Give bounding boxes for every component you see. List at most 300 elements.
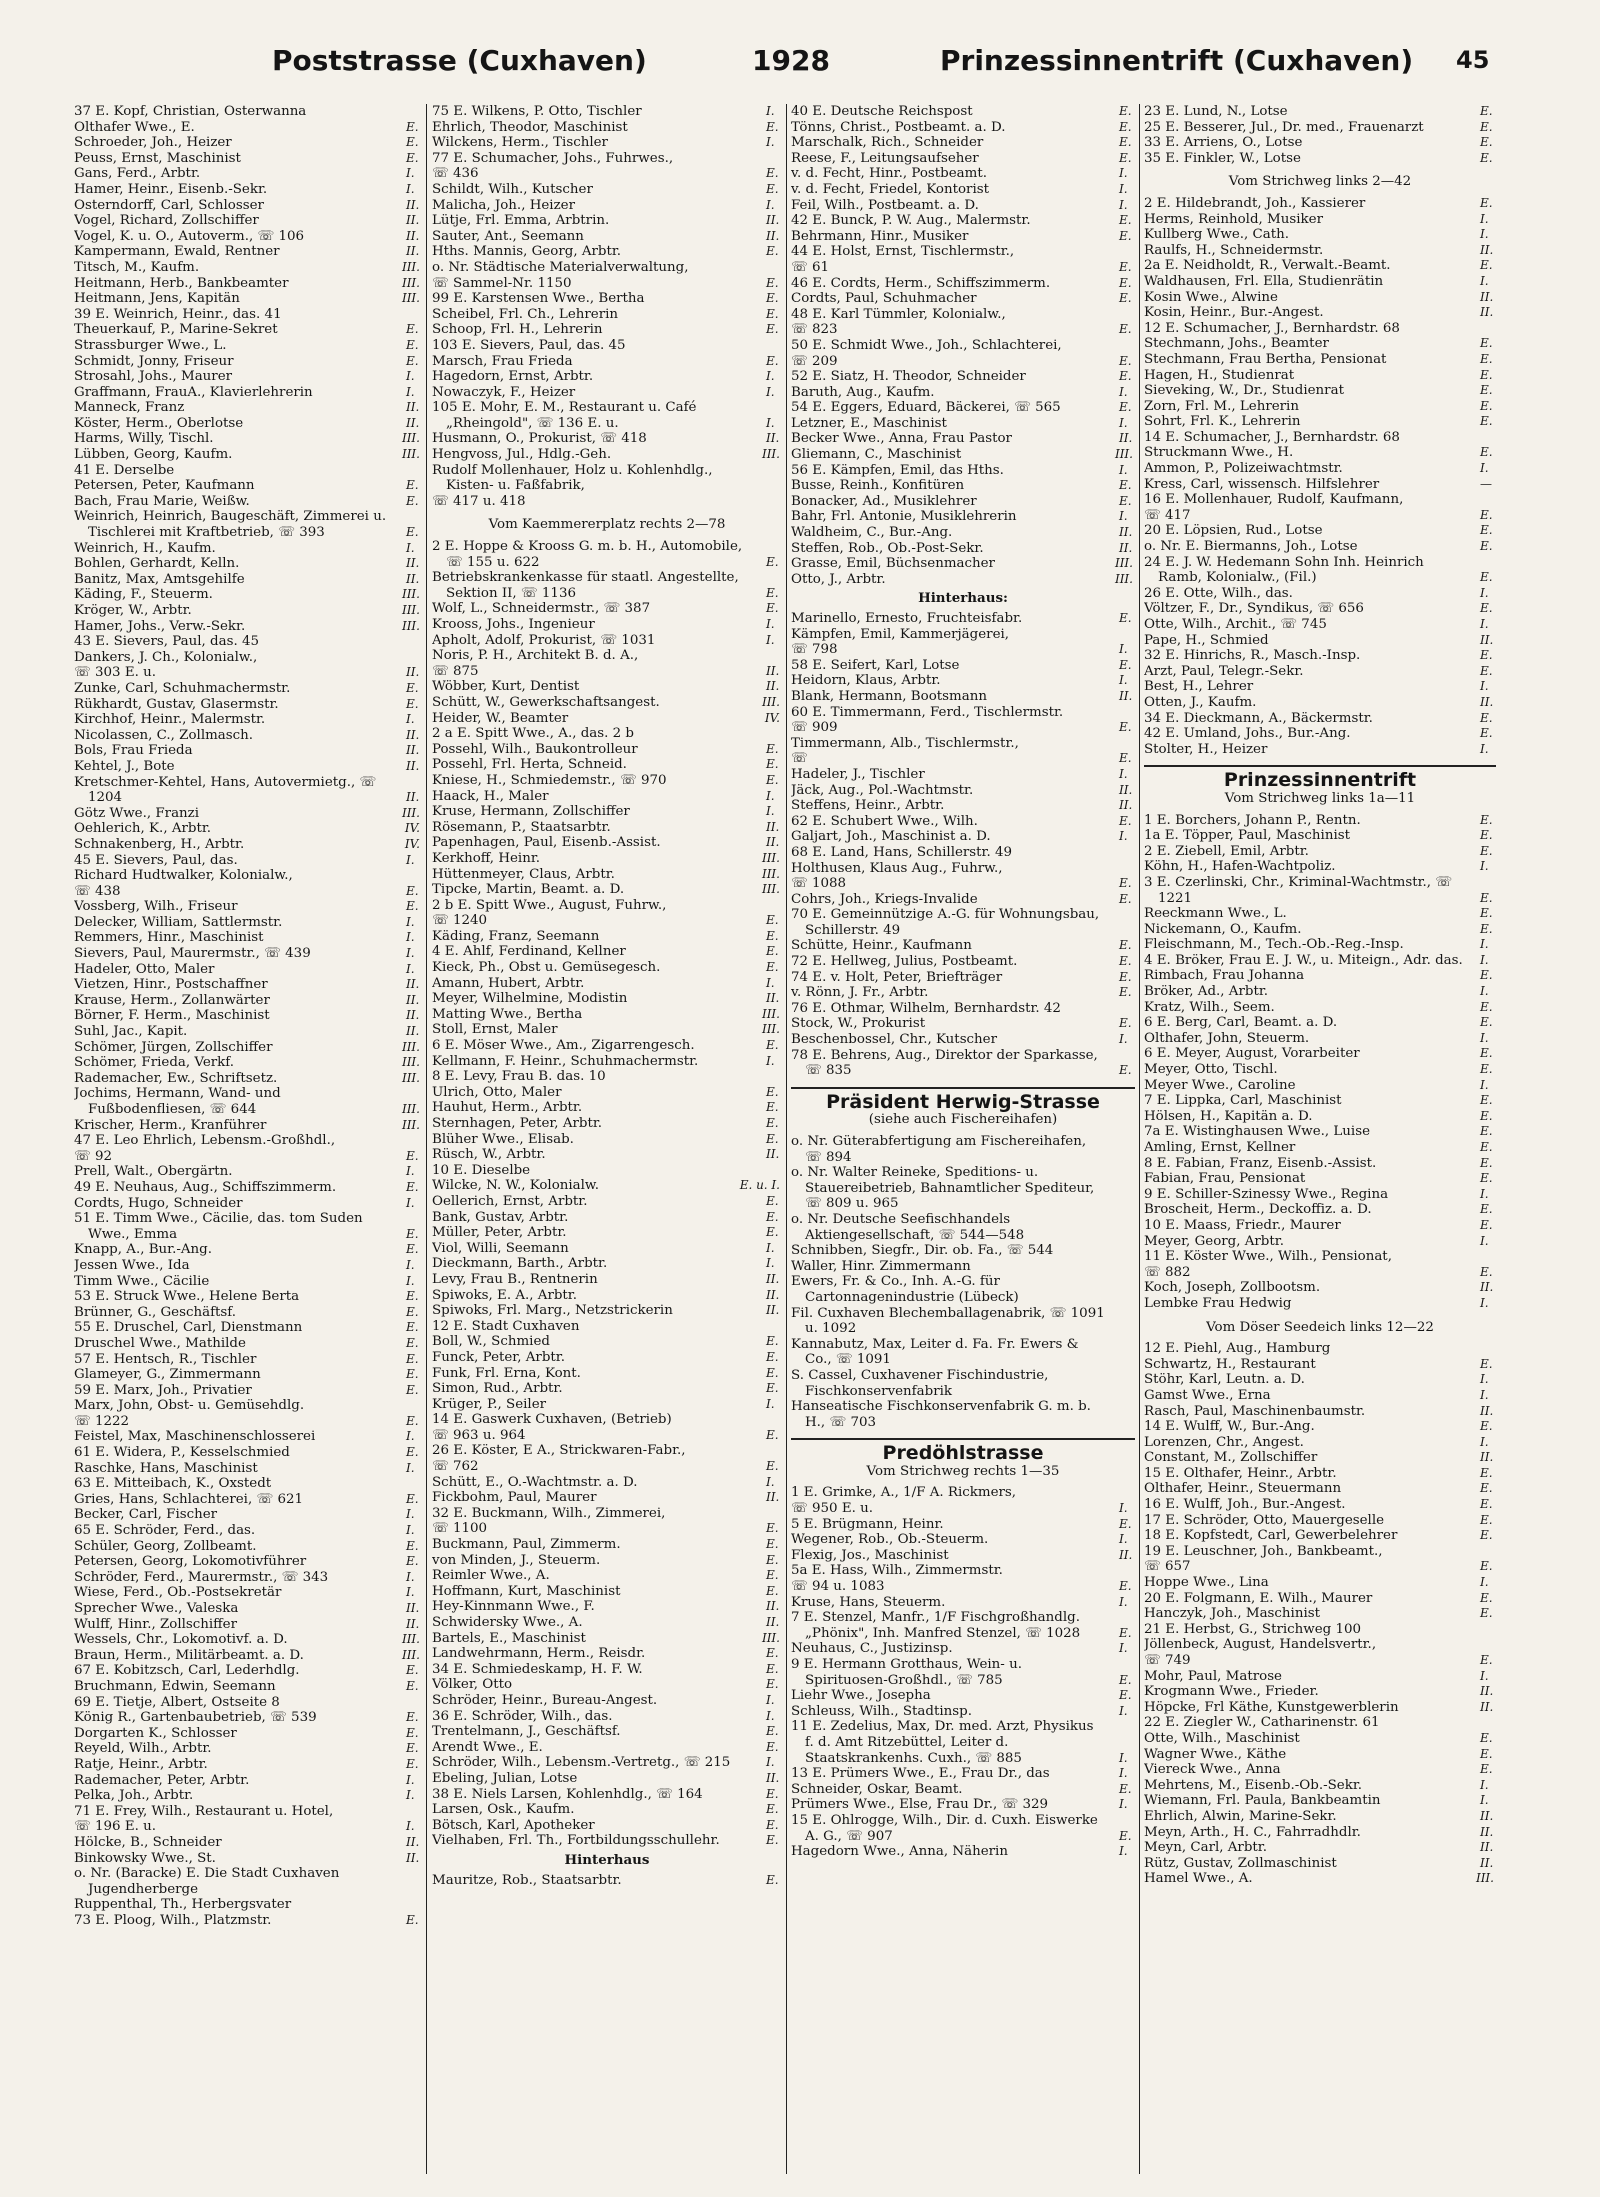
directory-entry: Larsen, Osk., Kaufm. E. — [432, 1802, 779, 1818]
directory-entry: Kellmann, F. Heinr., Schuhmachermstr. I. — [432, 1053, 775, 1069]
entry-text: Braun, Herm., Militärbeamt. a. D. — [74, 1647, 304, 1663]
directory-entry: Haack, H., Maler I. — [432, 788, 775, 804]
directory-entry: Lütje, Frl. Emma, Arbtrin. II. — [432, 213, 780, 229]
directory-entry — [74, 821, 422, 837]
entry-text: Grasse, Emil, Büchsenmacher — [791, 556, 995, 572]
entry-text: ☏ 436 — [432, 166, 479, 182]
entry-text: Titsch, M., Kaufm. — [74, 259, 200, 275]
directory-entry — [74, 1055, 422, 1071]
entry-text: Hengvoss, Jul., Hdlg.-Geh. — [432, 447, 612, 463]
entry-text: Völker, Otto — [432, 1677, 513, 1693]
entry-text: 7 E. Lippka, Carl, Maschinist — [1144, 1093, 1342, 1109]
entry-text: 76 E. Othmar, Wilhelm, Bernhardstr. 42 — [791, 1000, 1061, 1016]
directory-entry: Timm Wwe., Cäcilie I. — [74, 1273, 415, 1289]
entry-text: 14 E. Gaswerk Cuxhaven, (Betrieb) — [432, 1412, 672, 1428]
directory-entry: Kress, Carl, wissensch. Hilfslehrer — — [1144, 476, 1492, 492]
directory-entry: Reeckmann Wwe., L. E. — [1144, 906, 1493, 922]
floor-marker: III. — [401, 603, 420, 617]
entry-text: 35 E. Finkler, W., Lotse — [1144, 150, 1301, 166]
entry-text: Stock, W., Prokurist — [791, 1016, 926, 1032]
entry-text: Pape, H., Schmied — [1144, 632, 1269, 648]
directory-entry: Höpcke, Frl Käthe, Kunstgewerblerin II. — [1144, 1699, 1494, 1715]
entry-text: 19 E. Leuschner, Joh., Bankbeamt., — [1144, 1543, 1383, 1559]
entry-text: Hamer, Johs., Verw.-Sekr. — [74, 618, 246, 634]
entry-text: 69 E. Tietje, Albert, Ostseite 8 — [74, 1694, 280, 1710]
directory-entry: Lorenzen, Chr., Angest. I. — [1144, 1434, 1489, 1450]
entry-text: Gans, Ferd., Arbtr. — [74, 166, 201, 182]
directory-entry: Possehl, Wilh., Baukontrolleur E. — [432, 741, 779, 757]
entry-text: Wolf, L., Schneidermstr., ☏ 387 — [432, 601, 651, 617]
directory-entry: Schröder, Heinr., Bureau-Angest. I. — [432, 1692, 775, 1708]
entry-text: Schnakenberg, H., Arbtr. — [74, 836, 245, 852]
entry-text: 10 E. Maass, Friedr., Maurer — [1144, 1217, 1341, 1233]
directory-entry: Kretschmer-Kehtel, Hans, Autovermietg., ☏ 1204 II. — [74, 774, 420, 806]
directory-entry: Bruchmann, Edwin, Seemann E. — [74, 1678, 419, 1694]
directory-entry: ☏ 1100 E. — [432, 1521, 779, 1537]
entry-text: Steffens, Heinr., Arbtr. — [791, 798, 945, 814]
entry-text: 1a E. Töpper, Paul, Maschinist — [1144, 828, 1350, 844]
entry-text: Hagen, H., Studienrat — [1144, 367, 1295, 383]
entry-text: 2 E. Hoppe & Krooss G. m. b. H., Automobile, ☏ 155 u. 622 — [432, 539, 743, 570]
entry-text: Krogmann Wwe., Frieder. — [1144, 1684, 1319, 1700]
header-right-street: Prinzessinnentrift (Cuxhaven) — [940, 44, 1414, 77]
entry-text: Reeckmann Wwe., L. — [1144, 906, 1287, 922]
entry-text: Lembke Frau Hedwig — [1144, 1295, 1292, 1311]
header-left-street: Poststrasse (Cuxhaven) — [272, 44, 647, 77]
directory-entry: Otte, Wilh., Maschinist E. — [1144, 1730, 1493, 1746]
entry-text: Marsch, Frau Frieda — [432, 353, 573, 369]
directory-entry — [1144, 1715, 1496, 1731]
directory-entry: 59 E. Marx, Joh., Privatier E. — [74, 1382, 419, 1398]
floor-marker: III. — [401, 1647, 420, 1662]
street-range-subheading: Vom Strichweg links 2—42 — [1228, 174, 1412, 190]
directory-entry: Vossberg, Wilh., Friseur E. — [74, 899, 419, 915]
entry-text: Funck, Peter, Arbtr. — [432, 1349, 565, 1365]
entry-text: 37 E. Kopf, Christian, Osterwanna — [74, 104, 307, 119]
directory-entry — [791, 907, 1135, 938]
entry-text: 68 E. Land, Hans, Schillerstr. 49 — [791, 844, 1013, 860]
entry-text: Schröder, Wilh., Lebensm.-Vertretg., ☏ 215 — [432, 1755, 731, 1771]
directory-entry — [432, 338, 782, 354]
entry-text: ☏ — [791, 751, 808, 767]
directory-entry: 24 E. J. W. Hedemann Sohn Inh. Heinrich Ramb, Kolonialw., (Fil.) E. — [1144, 554, 1493, 586]
entry-text: Krischer, Herm., Kranführer — [74, 1117, 267, 1133]
directory-entry: Schleuss, Wilh., Stadtinsp. I. — [791, 1703, 1128, 1719]
entry-text: Ehrlich, Theodor, Maschinist — [432, 119, 628, 135]
directory-entry: Marinello, Ernesto, Fruchteisfabr. E. — [791, 611, 1132, 626]
directory-entry: Meyer, Otto, Tischl. E. — [1144, 1062, 1493, 1078]
entry-text: 57 E. Hentsch, R., Tischler — [74, 1351, 257, 1367]
entry-text: Becker, Carl, Fischer — [74, 1507, 218, 1523]
directory-entry: 20 E. Folgmann, E. Wilh., Maurer E. — [1144, 1590, 1493, 1606]
entry-text: Fleischmann, M., Tech.-Ob.-Reg.-Insp. — [1144, 937, 1404, 953]
directory-entry — [432, 695, 782, 711]
directory-entry — [74, 1133, 422, 1149]
directory-entry: ☏ 61 E. — [791, 259, 1132, 275]
directory-entry: 11 E. Zedelius, Max, Dr. med. Arzt, Physikus f. d. Amt Ritzebüttel, Leiter d. Staatskrankenhs. Cuxh., ☏ 885 I. — [791, 1719, 1128, 1766]
directory-entry: Hoffmann, Kurt, Maschinist E. — [432, 1583, 779, 1599]
entry-text: 8 E. Levy, Frau B. das. 10 — [432, 1069, 606, 1085]
entry-text: Rademacher, Ew., Schriftsetz. — [74, 1070, 278, 1086]
entry-text: Weinrich, H., Kaufm. — [74, 540, 216, 556]
entry-text: ☏ 749 — [1144, 1653, 1191, 1668]
entry-text: Hamer, Heinr., Eisenb.-Sekr. — [74, 181, 268, 197]
entry-text: Bötsch, Karl, Apotheker — [432, 1817, 595, 1833]
page-number: 45 — [1456, 46, 1490, 74]
entry-text: 49 E. Neuhaus, Aug., Schiffszimmerm. — [74, 1179, 337, 1195]
directory-entry — [432, 1022, 782, 1038]
directory-entry — [74, 634, 422, 650]
entry-text: Blank, Hermann, Bootsmann — [791, 688, 987, 704]
directory-entry: 74 E. v. Holt, Peter, Briefträger E. — [791, 969, 1132, 985]
directory-entry: Petersen, Georg, Lokomotivführer E. — [74, 1554, 419, 1570]
entry-text: Suhl, Jac., Kapit. — [74, 1024, 188, 1040]
entry-text: Theuerkauf, P., Marine-Sekret — [74, 322, 278, 338]
directory-entry — [432, 463, 782, 494]
entry-text: 41 E. Derselbe — [74, 462, 175, 478]
directory-entry: Rimbach, Frau Johanna E. — [1144, 968, 1493, 984]
directory-entry — [791, 338, 1135, 354]
directory-entry: Hoppe Wwe., Lina I. — [1144, 1575, 1489, 1591]
directory-entry — [1144, 430, 1496, 446]
entry-text: 103 E. Sievers, Paul, das. 45 — [432, 337, 626, 353]
entry-text: Völtzer, F., Dr., Syndikus, ☏ 656 — [1144, 601, 1364, 617]
directory-entry — [791, 1001, 1135, 1017]
page-header — [0, 44, 1600, 90]
directory-entry: ☏ 1222 E. — [74, 1413, 419, 1429]
entry-text: Petersen, Georg, Lokomotivführer — [74, 1554, 307, 1570]
directory-entry: Schwartz, H., Restaurant E. — [1144, 1356, 1493, 1372]
entry-text: Hagedorn Wwe., Anna, Näherin — [791, 1844, 1008, 1860]
entry-text: Kniese, H., Schmiedemstr., ☏ 970 — [432, 772, 667, 788]
directory-entry: Meyer Wwe., Caroline I. — [1144, 1077, 1489, 1093]
entry-text: 72 E. Hellweg, Julius, Postbeamt. — [791, 954, 1018, 970]
entry-text: Sieveking, W., Dr., Studienrat — [1144, 383, 1344, 399]
entry-text: 54 E. Eggers, Eduard, Bäckerei, ☏ 565 — [791, 400, 1061, 416]
directory-entry: Sternhagen, Peter, Arbtr. E. — [432, 1116, 779, 1131]
entry-text: ☏ 963 u. 964 — [432, 1427, 526, 1443]
entry-text: Waller, Hinr. Zimmermann — [791, 1258, 971, 1274]
directory-entry: Reyeld, Wilh., Arbtr. E. — [74, 1741, 419, 1757]
entry-text: 12 E. Piehl, Aug., Hamburg — [1144, 1341, 1331, 1357]
directory-entry: 25 E. Besserer, Jul., Dr. med., Frauenarzt E. — [1144, 119, 1493, 135]
entry-text: Druschel Wwe., Mathilde — [74, 1335, 246, 1351]
entry-text: Petersen, Peter, Kaufmann — [74, 478, 255, 494]
directory-entry: Spiwoks, E. A., Arbtr. II. — [432, 1287, 780, 1303]
directory-entry: Käding, Franz, Seemann E. — [432, 928, 779, 944]
entry-text: Schröder, Heinr., Bureau-Angest. — [432, 1692, 658, 1708]
entry-text: ☏ 762 — [432, 1459, 479, 1475]
entry-text: Jessen Wwe., Ida — [74, 1257, 190, 1273]
directory-entry — [791, 1563, 1135, 1579]
directory-entry — [432, 1506, 782, 1522]
directory-entry: Pelka, Joh., Arbtr. I. — [74, 1788, 415, 1804]
directory-entry: v. d. Fecht, Hinr., Postbeamt. I. — [791, 166, 1128, 182]
entry-text: Hanseatische Fischkonservenfabrik G. m. b. H., ☏ 703 — [791, 1399, 1091, 1430]
directory-entry: Bach, Frau Marie, Weißw. E. — [74, 493, 419, 509]
entry-text: Apholt, Adolf, Prokurist, ☏ 1031 — [432, 632, 656, 648]
directory-entry: Krogmann Wwe., Frieder. II. — [1144, 1684, 1494, 1700]
entry-text: Sohrt, Frl. K., Lehrerin — [1144, 414, 1301, 430]
entry-text: Kretschmer-Kehtel, Hans, Autovermietg., ☏ 1204 — [74, 774, 377, 806]
entry-text: Sternhagen, Peter, Arbtr. — [432, 1116, 603, 1131]
entry-text: Papenhagen, Paul, Eisenb.-Assist. — [432, 835, 661, 851]
directory-entry: Strosahl, Johs., Maurer I. — [74, 369, 415, 385]
directory-entry: 54 E. Eggers, Eduard, Bäckerei, ☏ 565 E. — [791, 400, 1132, 416]
entry-text: Graffmann, FrauA., Klavierlehrerin — [74, 384, 313, 400]
directory-entry — [432, 1412, 782, 1428]
entry-text: Timm Wwe., Cäcilie — [74, 1273, 210, 1289]
directory-entry: Olthafer, John, Steuerm. I. — [1144, 1030, 1489, 1046]
column-divider — [1139, 104, 1140, 2174]
directory-entry: Köster, Herm., Oberlotse II. — [74, 415, 420, 431]
entry-text: Simon, Rud., Arbtr. — [432, 1381, 563, 1397]
entry-text: o. Nr. Walter Reineke, Speditions- u. Stauereibetrieb, Bahnamtlicher Spediteur, ☏ 809 u. 965 — [791, 1165, 1095, 1212]
entry-text: Kannabutz, Max, Leiter d. Fa. Fr. Ewers & Co., ☏ 1091 — [791, 1336, 1079, 1368]
entry-text: Schömer, Frieda, Verkf. — [74, 1055, 235, 1071]
directory-entry — [74, 1398, 422, 1414]
entry-text: 21 E. Herbst, G., Strichweg 100 — [1144, 1621, 1362, 1637]
directory-entry: Bohlen, Gerhardt, Kelln. II. — [74, 556, 420, 572]
directory-entry: Boll, W., Schmied E. — [432, 1334, 779, 1350]
directory-entry: Scheibel, Frl. Ch., Lehrerin E. — [432, 306, 779, 322]
entry-text: 63 E. Mitteibach, K., Oxstedt — [74, 1476, 272, 1492]
entry-text: Liehr Wwe., Josepha — [791, 1688, 931, 1704]
directory-entry — [791, 627, 1135, 643]
entry-text: 40 E. Deutsche Reichspost — [791, 104, 973, 119]
directory-entry: 58 E. Seifert, Karl, Lotse E. — [791, 657, 1132, 673]
entry-text: Meyer, Georg, Arbtr. — [1144, 1233, 1284, 1249]
directory-entry — [791, 1134, 1135, 1165]
directory-entry: König R., Gartenbaubetrieb, ☏ 539 E. — [74, 1710, 419, 1726]
entry-text: Otto, J., Arbtr. — [791, 571, 886, 587]
entry-text: Brünner, G., Geschäftsf. — [74, 1304, 237, 1320]
entry-text: 15 E. Olthafer, Heinr., Arbtr. — [1144, 1465, 1337, 1481]
entry-text: 2 E. Ziebell, Emil, Arbtr. — [1144, 843, 1309, 859]
directory-entry: 9 E. Schiller-Szinessy Wwe., Regina I. — [1144, 1186, 1489, 1202]
directory-entry: Amling, Ernst, Kellner E. — [1144, 1140, 1493, 1155]
directory-entry: Delecker, William, Sattlermstr. I. — [74, 914, 415, 930]
entry-text: Schleuss, Wilh., Stadtinsp. — [791, 1703, 972, 1719]
directory-entry: Theuerkauf, P., Marine-Sekret E. — [74, 322, 419, 338]
entry-text: Becker Wwe., Anna, Frau Pastor — [791, 431, 1012, 447]
floor-marker: III. — [401, 1055, 420, 1070]
directory-entry: Amann, Hubert, Arbtr. I. — [432, 975, 775, 991]
directory-entry — [432, 1069, 782, 1085]
directory-entry: Olthafer Wwe., E. E. — [74, 119, 419, 135]
entry-text: Remmers, Hinr., Maschinist — [74, 930, 264, 946]
directory-entry: ☏ 657 E. — [1144, 1559, 1493, 1575]
directory-entry: 4 E. Ahlf, Ferdinand, Kellner E. — [432, 944, 779, 960]
directory-entry: 55 E. Druschel, Carl, Dienstmann E. — [74, 1320, 419, 1336]
directory-entry: Hauhut, Herm., Arbtr. E. — [432, 1100, 779, 1116]
directory-entry: Betriebskrankenkasse für staatl. Angestellte, Sektion II, ☏ 1136 E. — [432, 570, 779, 601]
directory-entry: Constant, M., Zollschiffer II. — [1144, 1450, 1494, 1466]
column-3 — [791, 104, 1135, 2174]
entry-text: Wöbber, Kurt, Dentist — [432, 679, 580, 695]
entry-text: Vogel, K. u. O., Autoverm., ☏ 106 — [74, 228, 305, 244]
entry-text: Fabian, Frau, Pensionat — [1144, 1171, 1306, 1187]
directory-entry — [74, 603, 422, 619]
directory-entry: ☏ 1240 E. — [432, 913, 779, 929]
entry-text: 2 E. Hildebrandt, Joh., Kassierer — [1144, 195, 1366, 211]
directory-entry: Börner, F. Herm., Maschinist II. — [74, 1008, 420, 1024]
directory-entry: 42 E. Umland, Johs., Bur.-Ang. E. — [1144, 726, 1493, 742]
entry-text: Hths. Mannis, Georg, Arbtr. — [432, 244, 622, 260]
directory-entry — [74, 104, 422, 120]
directory-entry: 2 E. Ziebell, Emil, Arbtr. E. — [1144, 843, 1493, 859]
entry-text: 25 E. Besserer, Jul., Dr. med., Frauenarzt — [1144, 119, 1424, 135]
entry-text: 34 E. Dieckmann, A., Bäckermstr. — [1144, 710, 1373, 726]
entry-text: von Minden, J., Steuerm. — [432, 1552, 601, 1568]
entry-text: Beschenbossel, Chr., Kutscher — [791, 1032, 998, 1048]
entry-text: Bröker, Ad., Arbtr. — [1144, 984, 1269, 1000]
entry-text: Hoffmann, Kurt, Maschinist — [432, 1583, 621, 1599]
directory-entry: Ulrich, Otto, Maler E. — [432, 1084, 779, 1100]
directory-entry: ☏ 882 E. — [1144, 1264, 1493, 1280]
directory-entry: Strassburger Wwe., L. E. — [74, 337, 419, 353]
directory-entry: Kirchhof, Heinr., Malermstr. I. — [74, 712, 415, 728]
directory-entry — [432, 1163, 782, 1179]
directory-entry: Possehl, Frl. Herta, Schneid. E. — [432, 757, 779, 773]
entry-text: Reyeld, Wilh., Arbtr. — [74, 1741, 212, 1757]
entry-text: Hadeler, J., Tischler — [791, 766, 925, 782]
entry-text: Gries, Hans, Schlachterei, ☏ 621 — [74, 1491, 304, 1507]
entry-text: Scheibel, Frl. Ch., Lehrerin — [432, 306, 618, 322]
entry-text: Bruchmann, Edwin, Seemann — [74, 1678, 276, 1694]
directory-entry: Schneider, Oskar, Beamt. E. — [791, 1781, 1132, 1797]
directory-entry: Arendt Wwe., E. E. — [432, 1739, 779, 1755]
entry-text: Strassburger Wwe., L. — [74, 337, 227, 353]
entry-text: König R., Gartenbaubetrieb, ☏ 539 — [74, 1710, 317, 1726]
directory-entry: Buckmann, Paul, Zimmerm. E. — [432, 1537, 779, 1553]
directory-entry: 13 E. Prümers Wwe., E., Frau Dr., das I. — [791, 1766, 1128, 1782]
entry-text: 17 E. Schröder, Otto, Mauergeselle — [1144, 1512, 1385, 1528]
directory-entry: Funck, Peter, Arbtr. E. — [432, 1349, 779, 1365]
directory-entry — [791, 1243, 1135, 1259]
directory-entry: 57 E. Hentsch, R., Tischler E. — [74, 1351, 419, 1367]
directory-entry: Ebeling, Julian, Lotse II. — [432, 1770, 780, 1786]
directory-entry: Otte, Wilh., Archit., ☏ 745 I. — [1144, 617, 1489, 632]
entry-text: 78 E. Behrens, Aug., Direktor der Sparkasse, ☏ 835 — [791, 1047, 1098, 1079]
entry-text: Hüttenmeyer, Claus, Arbtr. — [432, 866, 615, 882]
entry-text: Bank, Gustav, Arbtr. — [432, 1209, 569, 1225]
directory-entry: Fickbohm, Paul, Maurer II. — [432, 1490, 780, 1506]
directory-entry: Struckmann Wwe., H. E. — [1144, 445, 1493, 461]
directory-entry: 73 E. Ploog, Wilh., Platzmstr. E. — [74, 1912, 419, 1928]
entry-text: Otte, Wilh., Archit., ☏ 745 — [1144, 617, 1327, 632]
directory-entry: 56 E. Kämpfen, Emil, das Hths. I. — [791, 462, 1128, 478]
entry-text: Krause, Herm., Zollanwärter — [74, 992, 270, 1008]
entry-text: 105 E. Mohr, E. M., Restaurant u. Café „Rheingold", ☏ 136 E. u. — [432, 400, 697, 431]
directory-entry: Neuhaus, C., Justizinsp. I. — [791, 1641, 1128, 1657]
entry-text: Bahr, Frl. Antonie, Musiklehrerin — [791, 509, 1017, 525]
entry-text: Schömer, Jürgen, Zollschiffer — [74, 1039, 273, 1055]
directory-entry: Ammon, P., Polizeiwachtmstr. I. — [1144, 461, 1489, 477]
directory-entry: Rösemann, P., Staatsarbtr. II. — [432, 819, 780, 835]
entry-text: Kosin Wwe., Alwine — [1144, 289, 1278, 305]
building-part-label: Hinterhaus — [564, 1851, 650, 1868]
floor-marker: E. u. I. — [739, 1178, 780, 1193]
entry-text: Arendt Wwe., E. — [432, 1739, 543, 1755]
directory-entry — [432, 151, 782, 167]
entry-text: Constant, M., Zollschiffer — [1144, 1450, 1318, 1466]
entry-text: 61 E. Widera, P., Kesselschmied — [74, 1445, 290, 1461]
entry-text: 9 E. Hermann Grotthaus, Wein- u. Spirituosen-Großhdl., ☏ 785 — [791, 1657, 1022, 1688]
directory-entry: Feistel, Max, Maschinenschlosserei I. — [74, 1429, 415, 1445]
directory-entry: 65 E. Schröder, Ferd., das. I. — [74, 1523, 415, 1539]
floor-marker: IV. — [404, 821, 420, 836]
directory-entry: 14 E. Wulff, W., Bur.-Ang. E. — [1144, 1419, 1493, 1435]
entry-text: ☏ 798 — [791, 642, 838, 658]
entry-text: Funk, Frl. Erna, Kont. — [432, 1365, 581, 1381]
directory-entry: 49 E. Neuhaus, Aug., Schiffszimmerm. E. — [74, 1179, 419, 1195]
directory-entry — [74, 1866, 422, 1897]
entry-text: 4 E. Bröker, Frau E. J. W., u. Miteign., Adr. das. — [1144, 952, 1463, 968]
floor-marker: III. — [401, 1117, 420, 1132]
directory-entry: ☏ E. — [791, 751, 1132, 767]
entry-text: Koch, Joseph, Zollbootsm. — [1144, 1280, 1321, 1296]
directory-entry: ☏ 823 E. — [791, 322, 1132, 338]
entry-text: o. Nr. (Baracke) E. Die Stadt Cuxhaven Jugendherberge — [74, 1866, 340, 1897]
directory-entry: ☏ 196 E. u. I. — [74, 1819, 415, 1835]
column-4 — [1144, 104, 1496, 2174]
floor-marker: III. — [761, 1022, 780, 1037]
entry-text: 20 E. Löpsien, Rud., Lotse — [1144, 523, 1323, 539]
street-section-subheading: Vom Strichweg links 1a—11 — [1224, 790, 1416, 806]
entry-text: Wiemann, Frl. Paula, Bankbeamtin — [1144, 1793, 1381, 1809]
directory-entry: Meyn, Carl, Arbtr. II. — [1144, 1840, 1494, 1856]
directory-entry: Mauritze, Rob., Staatsarbtr. E. — [432, 1872, 779, 1888]
entry-text: 75 E. Wilkens, P. Otto, Tischler — [432, 104, 642, 119]
directory-entry — [74, 431, 422, 447]
entry-text: o. Nr. Güterabfertigung am Fischereihafen, ☏ 894 — [791, 1134, 1087, 1165]
directory-entry: Wulff, Hinr., Zollschiffer II. — [74, 1616, 420, 1632]
directory-entry: Stöhr, Karl, Leutn. a. D. I. — [1144, 1372, 1489, 1388]
directory-entry: Wegener, Rob., Ob.-Steuerm. I. — [791, 1532, 1128, 1548]
entry-text: Pelka, Joh., Arbtr. — [74, 1788, 194, 1804]
directory-entry — [432, 882, 782, 898]
directory-entry — [791, 736, 1135, 752]
entry-text: Betriebskrankenkasse für staatl. Angestellte, Sektion II, ☏ 1136 — [432, 570, 739, 601]
directory-entry: Wagner Wwe., Käthe E. — [1144, 1746, 1493, 1762]
entry-text: Meyn, Arth., H. C., Fahrradhdlr. — [1144, 1824, 1361, 1840]
entry-text: Hanczyk, Joh., Maschinist — [1144, 1606, 1320, 1622]
directory-entry: Fleischmann, M., Tech.-Ob.-Reg.-Insp. I. — [1144, 937, 1489, 953]
entry-text: 18 E. Kopfstedt, Carl, Gewerbelehrer — [1144, 1528, 1398, 1544]
directory-entry — [791, 1485, 1135, 1501]
entry-text: Spiwoks, Frl. Marg., Netzstrickerin — [432, 1303, 673, 1319]
entry-text: Viereck Wwe., Anna — [1144, 1762, 1281, 1778]
header-year: 1928 — [752, 44, 830, 77]
directory-entry: Galjart, Joh., Maschinist a. D. I. — [791, 829, 1128, 845]
entry-text: 50 E. Schmidt Wwe., Joh., Schlachterei, — [791, 337, 1062, 353]
entry-text: 48 E. Karl Tümmler, Kolonialw., — [791, 306, 1006, 322]
entry-text: Mohr, Paul, Matrose — [1144, 1668, 1282, 1684]
entry-text: Amann, Hubert, Arbtr. — [432, 975, 585, 991]
entry-text: 26 E. Köster, E A., Strickwaren-Fabr., — [432, 1443, 686, 1459]
directory-entry: 7 E. Stenzel, Manfr., 1/F Fischgroßhandlg. „Phönix", Inh. Manfred Stenzel, ☏ 1028 E. — [791, 1610, 1132, 1641]
floor-marker: III. — [761, 447, 780, 462]
directory-entry: ☏ 209 E. — [791, 353, 1132, 369]
entry-text: Hey-Kinnmann Wwe., F. — [432, 1599, 595, 1615]
entry-text: 24 E. J. W. Hedemann Sohn Inh. Heinrich Ramb, Kolonialw., (Fil.) — [1144, 554, 1424, 586]
directory-entry: Reimler Wwe., A. E. — [432, 1568, 779, 1584]
directory-entry — [791, 1165, 1135, 1212]
directory-entry: Glameyer, G., Zimmermann E. — [74, 1367, 419, 1383]
directory-entry — [74, 1071, 422, 1087]
entry-text: Vossberg, Wilh., Friseur — [74, 899, 238, 915]
